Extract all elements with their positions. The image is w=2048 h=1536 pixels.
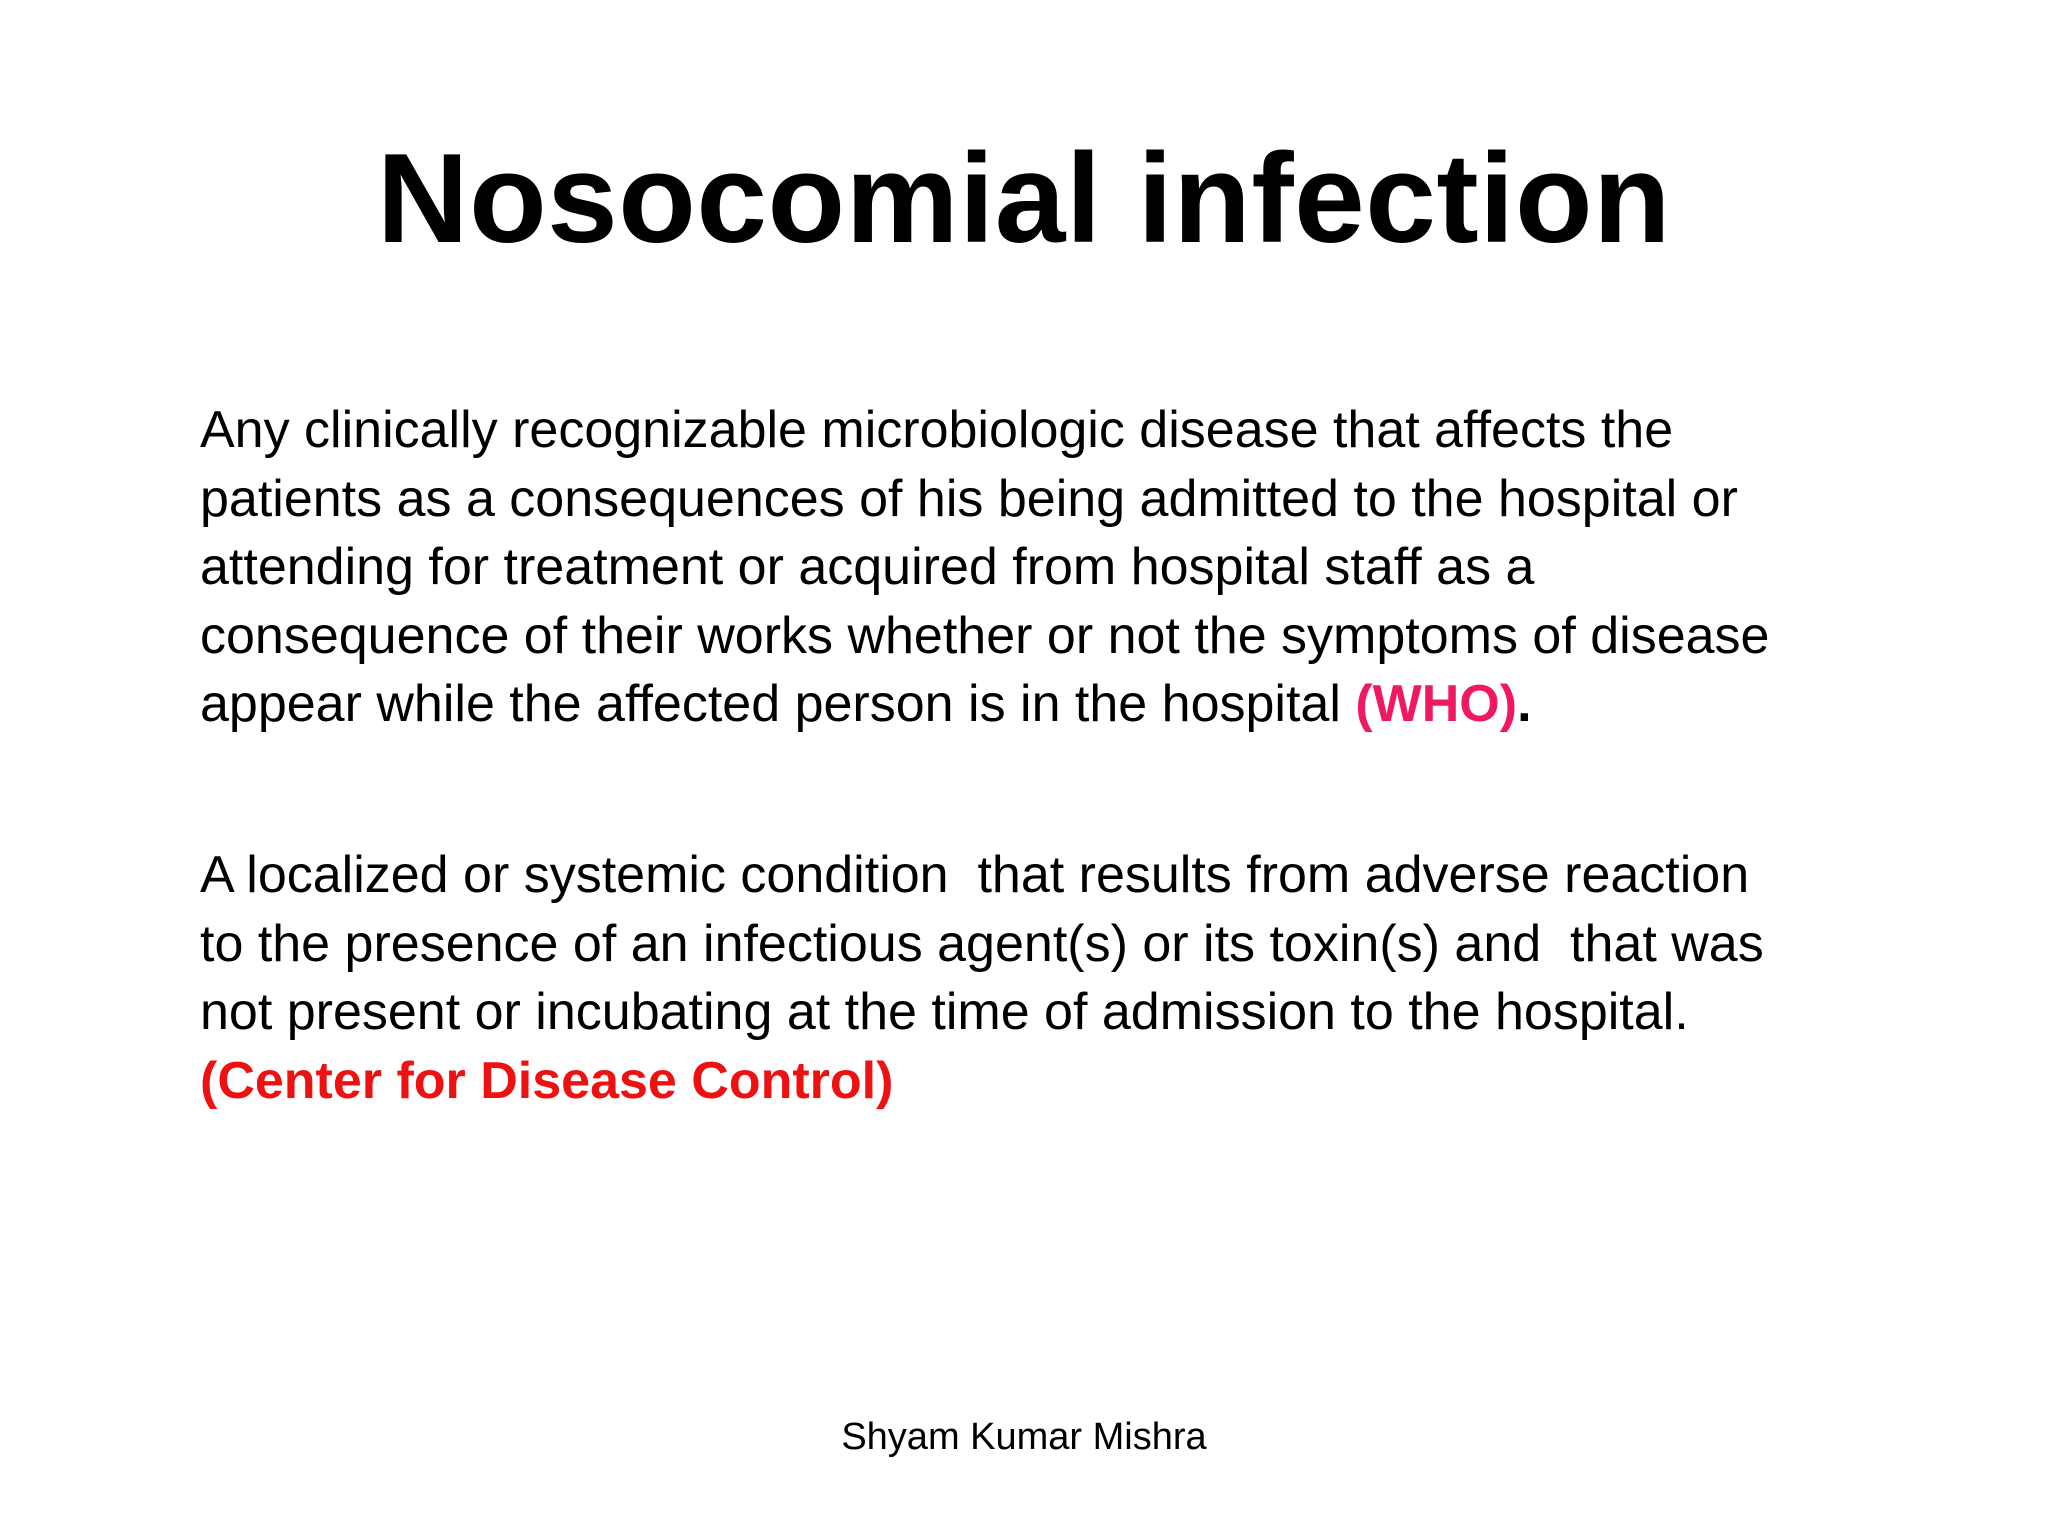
paragraph-period: .	[1517, 675, 1532, 733]
paragraph-line: appear while the affected person is in the hospital	[200, 675, 1356, 733]
author-footer: Shyam Kumar Mishra	[841, 1416, 1207, 1458]
definition-cdc-paragraph	[200, 841, 1960, 1115]
paragraph-line: Any clinically recognizable microbiologic disease that affects the	[200, 401, 1674, 459]
paragraph-line: patients as a consequences of his being admitted to the hospital or	[200, 469, 1738, 528]
paragraph-line: to the presence of an infectious agent(s) or its toxin(s) and that was	[200, 914, 1764, 973]
slide-title: Nosocomial infection	[376, 127, 1672, 269]
definition-who-paragraph	[200, 396, 1960, 739]
paragraph-line: A localized or systemic condition that results from adverse reaction	[200, 846, 1750, 904]
paragraph-line: consequence of their works whether or not the symptoms of disease	[200, 606, 1770, 665]
cdc-source-label: (Center for Disease Control)	[200, 1051, 894, 1110]
who-source-label: (WHO)	[1355, 675, 1518, 733]
paragraph-line: not present or incubating at the time of admission to the hospital.	[200, 983, 1689, 1041]
paragraph-line: attending for treatment or acquired from hospital staff as a	[200, 538, 1535, 596]
